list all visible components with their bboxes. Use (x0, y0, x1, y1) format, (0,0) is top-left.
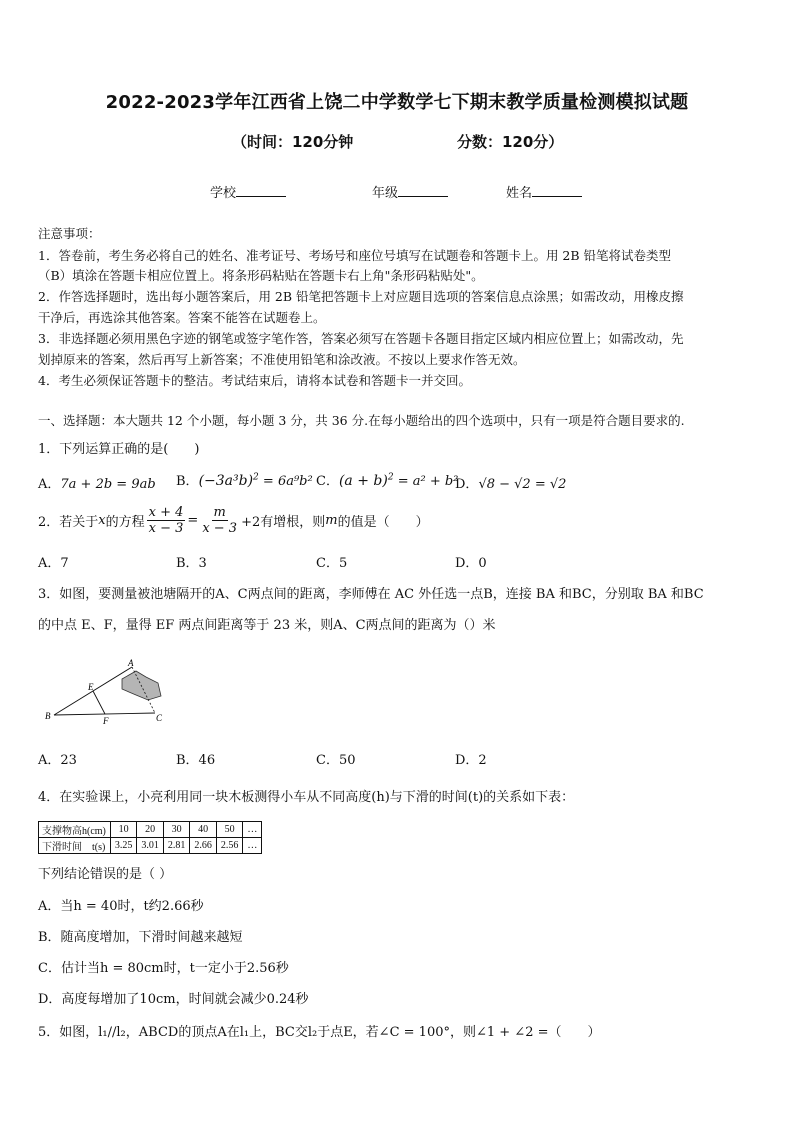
name-label: 姓名 (506, 186, 533, 201)
q3-line-2: 的中点 E、F，量得 EF 两点间距离等于 23 米，则A、C两点间的距离为（）米 (38, 618, 496, 633)
q2-option-d: D．0 (455, 556, 487, 571)
table-cell: … (243, 838, 262, 854)
table-cell: 2.66 (190, 838, 217, 854)
segment-ef (93, 691, 105, 714)
table-row-header: 支撑物高h(cm) (39, 822, 111, 838)
table-cell: 3.01 (137, 838, 164, 854)
grade-label: 年级 (372, 186, 399, 201)
table-row (39, 822, 262, 838)
q3-line-1: 3．如图，要测量被池塘隔开的A、C两点间的距离，李师傅在 AC 外任选一点B，连接 BA 和BC，分别取 BA 和BC (38, 587, 704, 602)
table-cell: 2.56 (216, 838, 243, 854)
q1-option-c: C．$(a + b)^2 = a^2 + b^2$ (316, 472, 459, 489)
table-cell: 20 (137, 822, 164, 838)
q5-stem: 5．如图，l₁//l₂，ABCD的顶点A在l₁上，BC交l₂于点E，若∠C = 100°，则∠1 + ∠2 =（ ） (38, 1025, 601, 1040)
school-blank (236, 184, 286, 197)
q4-option-c: C．估计当h = 80cm时，t一定小于2.56秒 (38, 961, 289, 976)
note-line-2: （B）填涂在答题卡相应位置上。将条形码粘贴在答题卡右上角"条形码粘贴处"。 (38, 268, 484, 283)
q2-option-a: A．7 (38, 556, 69, 571)
q3-option-c: C．50 (316, 753, 356, 768)
exam-score: 分数：120分） (457, 133, 564, 151)
table-row (39, 838, 262, 854)
table-cell: 50 (216, 822, 243, 838)
q4-question: 下列结论错误的是（ ） (38, 867, 173, 882)
q4-option-a: A．当h = 40时，t约2.66秒 (38, 899, 204, 914)
q4-option-b: B．随高度增加，下滑时间越来越短 (38, 930, 243, 945)
name-blank (532, 184, 582, 197)
note-line-6: 划掉原来的答案，然后再写上新答案；不准使用铅笔和涂改液。不按以上要求作答无效。 (38, 352, 526, 367)
note-line-3: 2．作答选择题时，选出每小题答案后，用 2B 铅笔把答题卡上对应题目选项的答案信息点涂黑；如需改动，用橡皮擦 (38, 289, 684, 304)
q4-table (38, 821, 262, 854)
note-line-7: 4．考生必须保证答题卡的整洁。考试结束后，请将本试卷和答题卡一并交回。 (38, 373, 471, 388)
q1-option-d: D．√8 − √2 = √2 (455, 477, 567, 492)
q2-stem: 2．若关于 x 的方程 $\frac{x + 4}{x - 3}$ = $\frac{m}{x - 3}$ +2有增根，则 m 的值是（ ） (38, 505, 429, 536)
table-cell: 10 (110, 822, 137, 838)
q1-option-a: A．7a + 2b = 9ab (38, 477, 156, 492)
q2-fraction-2: $\frac{m}{x - 3}$ (202, 505, 238, 536)
q4-option-d: D．高度每增加了10cm，时间就会减少0.24秒 (38, 992, 309, 1007)
q3-option-a: A．23 (38, 753, 77, 768)
exam-title: 2022-2023学年江西省上饶二中学数学七下期末教学质量检测模拟试题 (105, 92, 689, 113)
table-cell: 2.81 (163, 838, 190, 854)
table-cell: 3.25 (110, 838, 137, 854)
label-f: F (103, 716, 109, 726)
grade-field (372, 182, 448, 201)
q2-option-c: C．5 (316, 556, 348, 571)
note-line-5: 3．非选择题必须用黑色字迹的钢笔或签字笔作答，答案必须写在答题卡各题目指定区域内相应位置上；如需改动，先 (38, 331, 684, 346)
q3-figure (40, 655, 180, 730)
q2-option-b: B．3 (176, 556, 207, 571)
label-b: B (45, 711, 51, 721)
table-row-header: 下滑时间 t(s) (39, 838, 111, 854)
table-cell: … (243, 822, 262, 838)
label-e: E (88, 682, 94, 692)
q1-stem: 1．下列运算正确的是( ) (38, 442, 200, 457)
table-cell: 40 (190, 822, 217, 838)
school-field (210, 182, 286, 201)
table-cell: 30 (163, 822, 190, 838)
name-field (506, 182, 582, 201)
q3-option-d: D．2 (455, 753, 487, 768)
note-line-4: 干净后，再选涂其他答案。答案不能答在试题卷上。 (38, 310, 326, 325)
note-line-1: 1．答卷前，考生务必将自己的姓名、准考证号、考场号和座位号填写在试题卷和答题卡上。用 2B 铅笔将试卷类型 (38, 248, 672, 263)
label-c: C (156, 713, 163, 723)
notes-heading: 注意事项： (38, 226, 101, 241)
label-a: A (128, 658, 134, 668)
exam-time: （时间：120分钟 (232, 133, 354, 151)
grade-blank (398, 184, 448, 197)
q3-option-b: B．46 (176, 753, 216, 768)
school-label: 学校 (210, 186, 237, 201)
q4-stem: 4．在实验课上，小亮利用同一块木板测得小车从不同高度(h)与下滑的时间(t)的关系如下表： (38, 790, 575, 805)
section-heading: 一、选择题：本大题共 12 个小题，每小题 3 分，共 36 分.在每小题给出的四个选项中，只有一项是符合题目要求的. (38, 413, 685, 428)
q2-fraction-1: $\frac{x + 4}{x - 3}$ (148, 505, 184, 536)
q1-option-b: B．$(-3a^3b)^2 = 6a^9b^2$ (176, 472, 313, 489)
